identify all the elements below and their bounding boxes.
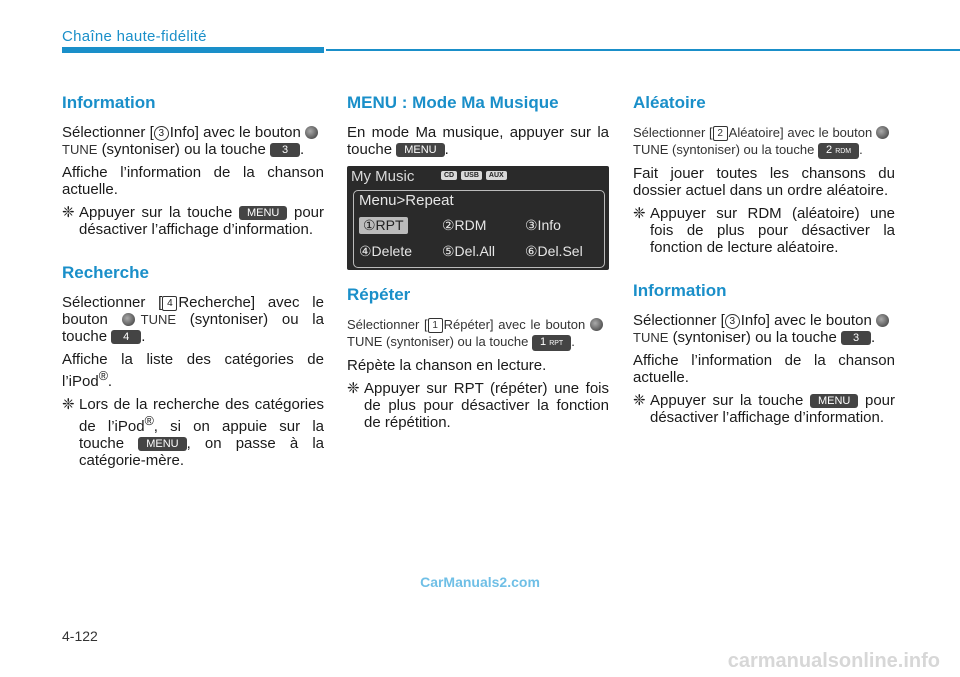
note-text xyxy=(79,396,324,469)
text: Lors de la recherche des catégories de l’iPod xyxy=(79,396,324,435)
paragraph-random-desc: Fait jouer toutes les chansons du dossier actuel dans un ordre aléatoire. xyxy=(633,165,895,199)
key-menu-icon: MENU xyxy=(810,394,858,408)
heading-information-2: Information xyxy=(633,281,727,300)
tune-knob-icon xyxy=(590,318,603,331)
registered-mark: ® xyxy=(98,369,108,383)
text: (syntoniser) ou la touche xyxy=(101,141,266,158)
text: Aléatoire] avec le bouton xyxy=(728,125,873,140)
text: Sélectionner [ xyxy=(633,312,725,329)
option-del-sel[interactable]: ⑥Del.Sel xyxy=(525,243,583,259)
number-3-icon: 3 xyxy=(725,314,740,329)
paragraph-select-search xyxy=(62,294,324,345)
note-disable-random xyxy=(633,205,895,256)
paragraph-repeat-desc: Répète la chanson en lecture. xyxy=(347,357,547,374)
paragraph-info-desc: Affiche l’information de la chanson actuelle. xyxy=(62,164,324,198)
option-delete[interactable]: ④Delete xyxy=(359,243,413,259)
tune-label: TUNE xyxy=(347,334,383,349)
note-disable-info-2 xyxy=(633,392,895,426)
note-icon: ❈ xyxy=(633,392,646,409)
registered-mark: ® xyxy=(144,414,154,428)
text: (syntoniser) ou la touche xyxy=(62,311,324,345)
note-disable-repeat xyxy=(347,380,609,431)
paragraph-select-info-2 xyxy=(633,312,895,346)
text: pour désactiver l’affichage d’information. xyxy=(650,392,896,426)
number-4-icon: 4 xyxy=(162,296,177,311)
text: Sélectionner [ xyxy=(347,317,428,332)
text: Appuyer sur la touche xyxy=(650,392,804,409)
screen-title: My Music xyxy=(351,168,415,185)
key-sub: RPT xyxy=(549,340,564,347)
badge-usb: USB xyxy=(461,171,482,180)
paragraph-info-desc-2: Affiche l’information de la chanson actuelle. xyxy=(633,352,895,386)
watermark-link[interactable]: CarManuals2.com xyxy=(420,574,540,590)
option-rdm[interactable]: ②RDM xyxy=(442,217,487,233)
heading-information: Information xyxy=(62,93,156,112)
key-number: 2 xyxy=(826,144,833,156)
key-menu-icon: MENU xyxy=(239,206,287,220)
column-3 xyxy=(633,92,895,432)
paragraph-select-random xyxy=(633,124,895,159)
paragraph-select-repeat xyxy=(347,316,609,351)
text: . xyxy=(444,141,449,158)
key-3-icon: 3 xyxy=(270,143,300,157)
text: , on passe à la catégorie-mère. xyxy=(79,435,324,469)
tune-knob-icon xyxy=(876,314,889,327)
key-sub: RDM xyxy=(835,148,852,155)
tune-label: TUNE xyxy=(633,142,669,157)
footer-url[interactable]: carmanualsonline.info xyxy=(727,650,940,672)
header-rule xyxy=(326,49,960,51)
note-icon: ❈ xyxy=(62,204,75,221)
note-search-parent xyxy=(62,396,324,469)
source-badges xyxy=(441,171,507,180)
page-header xyxy=(0,0,960,60)
option-info[interactable]: ③Info xyxy=(525,217,561,233)
text: Sélectionner [ xyxy=(633,125,713,140)
option-del-all[interactable]: ⑤Del.All xyxy=(442,243,496,259)
key-number: 1 xyxy=(540,336,547,348)
heading-aleatoire: Aléatoire xyxy=(633,93,706,112)
note-icon: ❈ xyxy=(633,205,646,222)
page-number: 4-122 xyxy=(62,628,98,644)
column-1 xyxy=(62,92,324,475)
column-2 xyxy=(347,92,609,437)
my-music-screen xyxy=(347,166,609,270)
key-2-rdm-icon xyxy=(818,143,859,159)
number-1-icon: 1 xyxy=(428,318,443,333)
note-text xyxy=(79,204,324,238)
option-rpt[interactable]: ①RPT xyxy=(359,217,408,234)
number-3-icon: 3 xyxy=(154,126,169,141)
text: Affiche la liste des catégories de l’iPod xyxy=(62,351,324,390)
text: pour désactiver l’affichage d’information. xyxy=(79,204,325,238)
text: . xyxy=(871,329,876,346)
tune-knob-icon xyxy=(876,126,889,139)
number-2-icon: 2 xyxy=(713,126,728,141)
section-title: Chaîne haute-fidélité xyxy=(62,28,207,45)
paragraph-search-desc xyxy=(62,351,324,390)
note-text xyxy=(650,392,895,426)
text: . xyxy=(571,334,575,349)
heading-recherche: Recherche xyxy=(62,263,149,282)
text: . xyxy=(300,141,305,158)
badge-aux: AUX xyxy=(486,171,507,180)
text: Info] avec le bouton xyxy=(169,124,301,141)
text: Répéter] avec le bouton xyxy=(443,317,586,332)
key-menu-icon: MENU xyxy=(396,143,444,157)
note-text: Appuyer sur RDM (aléatoire) une fois de plus pour désactiver la fonction de lecture aléatoire. xyxy=(650,205,895,256)
note-disable-info xyxy=(62,204,324,238)
text: En mode Ma musique, appuyer sur la touche xyxy=(347,124,609,158)
key-menu-icon: MENU xyxy=(138,437,186,451)
tune-label: TUNE xyxy=(62,142,98,157)
header-bar-accent xyxy=(62,47,324,53)
menu-path: Menu>Repeat xyxy=(359,192,454,209)
text: , si on appuie sur la touche xyxy=(79,418,325,452)
note-icon: ❈ xyxy=(347,380,360,397)
text: (syntoniser) ou la touche xyxy=(386,334,529,349)
text: Info] avec le bouton xyxy=(740,312,872,329)
key-1-rpt-icon xyxy=(532,335,571,351)
text: Appuyer sur la touche xyxy=(79,204,233,221)
heading-repeter: Répéter xyxy=(347,285,411,304)
tune-label: TUNE xyxy=(633,330,669,345)
text: . xyxy=(141,328,146,345)
tune-knob-icon xyxy=(122,313,135,326)
text: . xyxy=(107,373,113,390)
key-3-icon: 3 xyxy=(841,331,871,345)
heading-menu-mode: MENU : Mode Ma Musique xyxy=(347,93,559,112)
tune-label: TUNE xyxy=(140,312,177,327)
badge-cd: CD xyxy=(441,171,457,180)
text: (syntoniser) ou la touche xyxy=(672,329,837,346)
note-text: Appuyer sur RPT (répéter) une fois de plus pour désactiver la fonction de répétition. xyxy=(364,380,609,431)
text: Recherche] avec le bouton xyxy=(62,294,324,328)
text: . xyxy=(859,142,863,157)
text: Sélectionner [ xyxy=(62,124,154,141)
text: Sélectionner [ xyxy=(62,294,163,311)
text: (syntoniser) ou la touche xyxy=(672,142,815,157)
paragraph-select-info xyxy=(62,124,324,158)
note-icon: ❈ xyxy=(62,396,75,413)
paragraph-menu-mode xyxy=(347,124,609,158)
tune-knob-icon xyxy=(305,126,318,139)
key-4-icon: 4 xyxy=(111,330,141,344)
